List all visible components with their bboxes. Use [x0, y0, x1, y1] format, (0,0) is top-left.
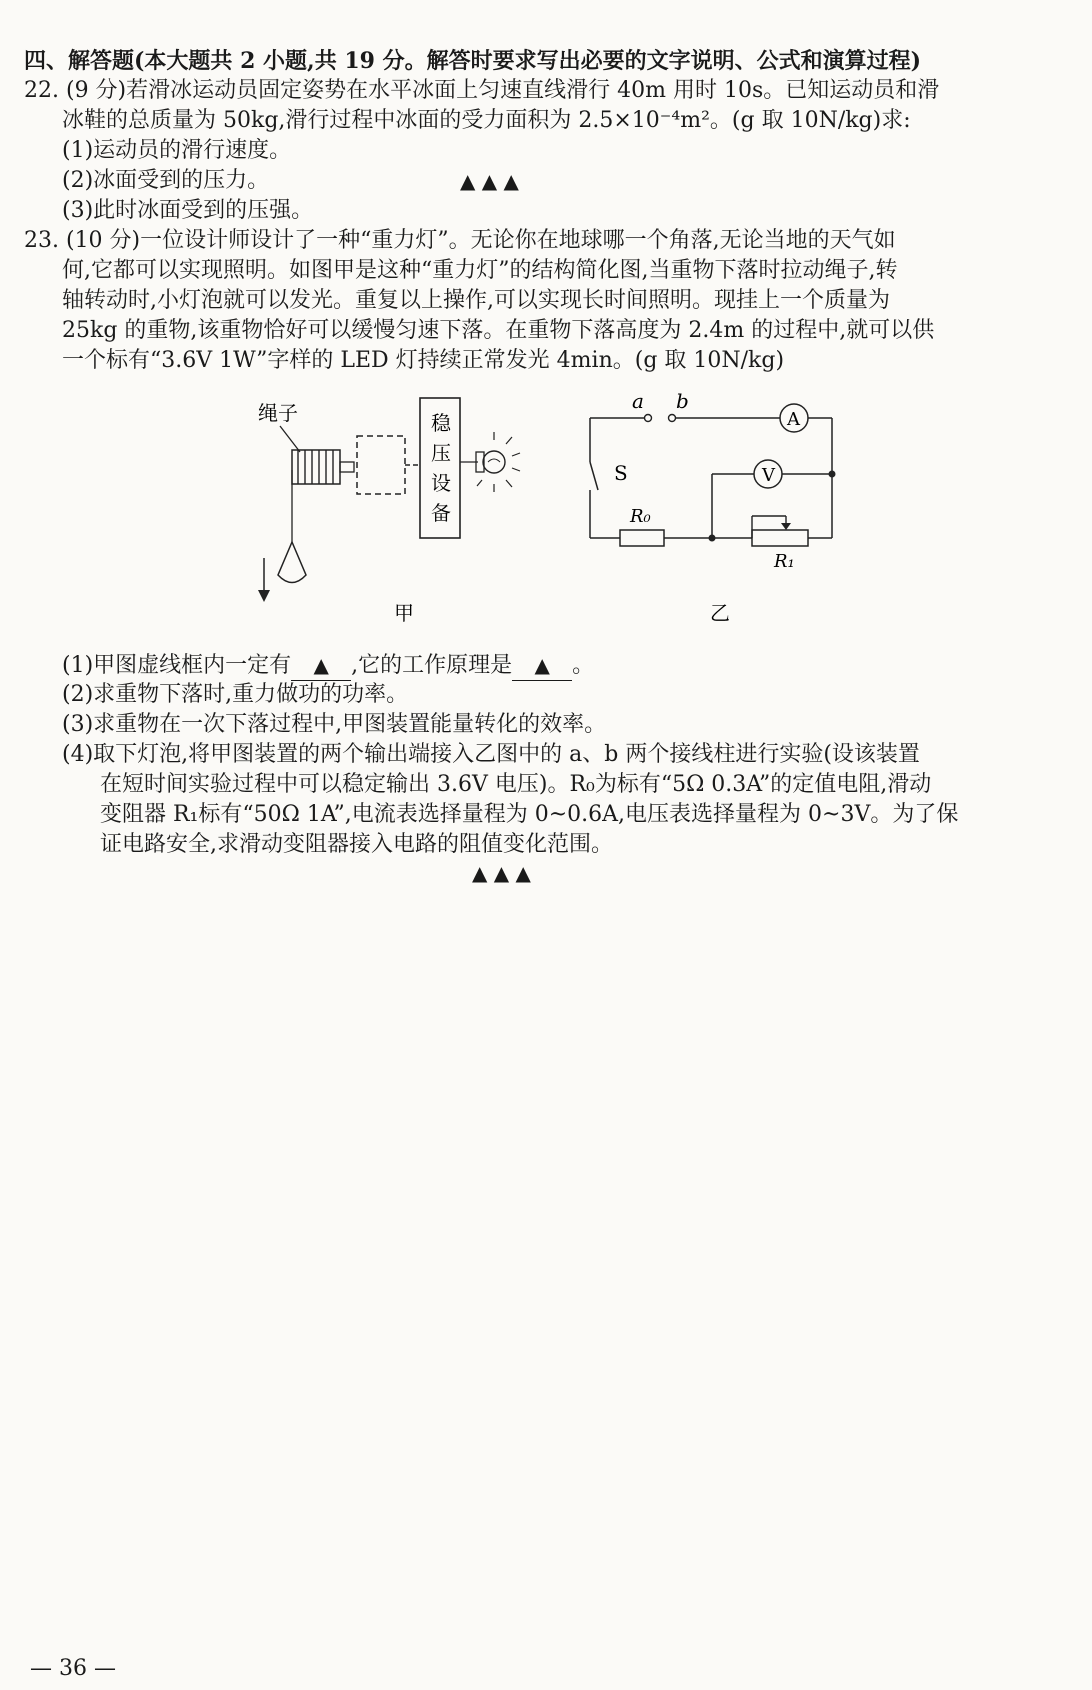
r0-label: R₀: [630, 506, 651, 527]
q23-sub-3: (3)求重物在一次下落过程中,甲图装置能量转化的效率。: [62, 712, 607, 737]
rope-pointer: [280, 426, 300, 452]
figure-yi: [590, 389, 836, 625]
figure-jia: [258, 398, 520, 625]
terminal-b: [669, 415, 676, 422]
q23-sub-2: (2)求重物下落时,重力做功的功率。: [62, 682, 409, 707]
device-char-4: 备: [431, 501, 451, 525]
weight: [278, 542, 306, 583]
switch: [590, 462, 598, 490]
q23-sub-4-line-4-text: 证电路安全,求滑动变阻器接入电路的阻值变化范围。: [100, 832, 613, 857]
q23-blank-2: ▲: [512, 650, 572, 681]
q23-answer-marks: ▲ ▲ ▲: [472, 861, 531, 885]
label-b: b: [676, 389, 689, 413]
q23-line-1: 23. (10 分)一位设计师设计了一种“重力灯”。无论你在地球哪一个角落,无论当地的天气如: [24, 228, 896, 253]
label-a: a: [632, 389, 644, 413]
switch-label: S: [614, 461, 628, 485]
q23-line-3: 轴转动时,小灯泡就可以发光。重复以上操作,可以实现长时间照明。现挂上一个质量为: [62, 288, 890, 313]
q22-sub-2-text: (2)冰面受到的压力。: [62, 168, 270, 193]
q22-sub-1: (1)运动员的滑行速度。: [62, 138, 292, 163]
figure-jia-caption: 甲: [394, 601, 414, 625]
q23-blank-1: ▲: [291, 650, 351, 681]
q23-sub-4-line-1: (4)取下灯泡,将甲图装置的两个输出端接入乙图中的 a、b 两个接线柱进行实验(设该装置: [62, 742, 920, 767]
q23-sub-1: [62, 650, 1062, 681]
rheostat-r1: [752, 530, 808, 546]
q23-sub-4-line-3: 变阻器 R₁标有“50Ω 1A”,电流表选择量程为 0~0.6A,电压表选择量程为 0~3V。为了保: [100, 802, 959, 827]
section-heading: 四、解答题(本大题共 2 小题,共 19 分。解答时要求写出必要的文字说明、公式和演算过程): [24, 48, 922, 74]
shaft: [340, 462, 354, 472]
q22-answer-marks: ▲ ▲ ▲: [460, 169, 519, 193]
q23-sub-4-line-2: 在短时间实验过程中可以稳定输出 3.6V 电压)。R₀为标有“5Ω 0.3A”的定值电阻,滑动: [100, 772, 932, 797]
q22-line-2: 冰鞋的总质量为 50kg,滑行过程中冰面的受力面积为 2.5×10⁻⁴m²。(g 取 10N/kg)求:: [62, 108, 911, 133]
bulb-icon: [460, 432, 520, 492]
q22-line-1: 22. (9 分)若滑冰运动员固定姿势在水平冰面上匀速直线滑行 40m 用时 10s。已知运动员和滑: [24, 78, 940, 103]
resistor-r0: [620, 530, 664, 546]
device-char-2: 压: [431, 441, 451, 465]
q23-sub-1-text-c: 。: [572, 653, 595, 678]
q23-sub-1-text-a: (1)甲图虚线框内一定有: [62, 653, 292, 678]
q22-sub-3: (3)此时冰面受到的压强。: [62, 198, 314, 223]
ammeter-label: A: [787, 409, 800, 430]
q23-line-5: 一个标有“3.6V 1W”字样的 LED 灯持续正常发光 4min。(g 取 10N/kg): [62, 348, 785, 373]
q23-sub-1-text-b: ,它的工作原理是: [351, 653, 513, 678]
device-char-1: 稳: [431, 411, 451, 435]
figures: [0, 370, 1092, 650]
q23-line-4: 25kg 的重物,该重物恰好可以缓慢匀速下落。在重物下落高度为 2.4m 的过程中,就可以供: [62, 318, 935, 343]
slider-arrow: [781, 523, 791, 530]
terminal-a: [645, 415, 652, 422]
voltmeter-label: V: [762, 465, 775, 486]
q23-line-2: 何,它都可以实现照明。如图甲是这种“重力灯”的结构简化图,当重物下落时拉动绳子,转: [62, 258, 898, 283]
device-char-3: 设: [431, 471, 451, 495]
q22-sub-2: [62, 166, 1062, 196]
figure-yi-caption: 乙: [710, 601, 730, 625]
q23-sub-4-line-4: [100, 830, 1062, 885]
rope-label: 绳子: [258, 401, 298, 425]
dashed-box: [357, 436, 405, 494]
r1-label: R₁: [774, 551, 795, 572]
page-number: — 36 —: [30, 1656, 116, 1681]
